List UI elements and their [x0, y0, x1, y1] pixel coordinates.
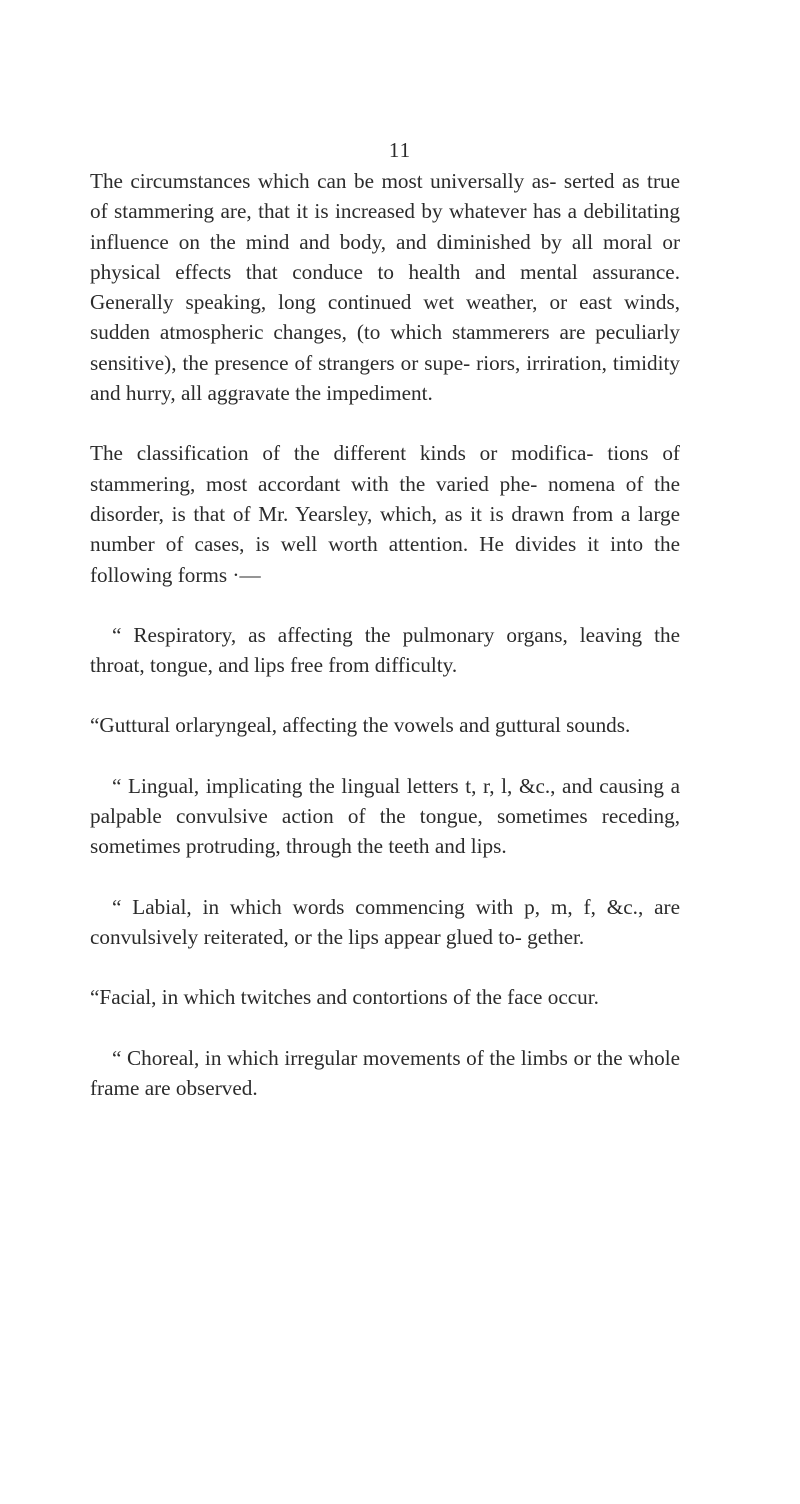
paragraph-respiratory: “ Respiratory, as affecting the pulmonary organs, leaving the throat, tongue, and lips free from difficulty. — [90, 622, 680, 678]
paragraph-lingual: “ Lingual, implicating the lingual letters t, r, l, &c., and causing a palpable convulsive action of the tongue, sometimes receding, sometimes protruding, through the teeth and lips. — [90, 773, 680, 859]
body-text — [90, 166, 680, 1103]
paragraph-classification: The classification of the different kinds or modifica- tions of stammering, most accordant with the varied phe- nomena of the disorder, is that of Mr. Yearsley, which, as it is drawn from a large number of cases, is well worth attention. He divides it into the following forms ·— — [90, 441, 680, 587]
paragraph-guttural: “Guttural orlaryngeal, affecting the vowels and guttural sounds. — [90, 713, 631, 738]
paragraph-choreal: “ Choreal, in which irregular movements of the limbs or the whole frame are observed. — [90, 1045, 680, 1100]
paragraph-labial: “ Labial, in which words commencing with p, m, f, &c., are convulsively reiterated, or the lips appear glued to- gether. — [90, 894, 680, 949]
paragraph-circumstances: The circumstances which can be most universally as- serted as true of stammering are, that it is increased by whatever has a debilitating influence on the mind and body, and diminished by all moral or physical effects that conduce to health and mental assurance. Generally speaking, long continued wet weather, or east winds, sudden atmospheric changes, (to which stammerers are peculiarly sensitive), the presence of strangers or supe- riors, irriration, timidity and hurry, all aggravate the impediment. — [90, 169, 680, 406]
page-number: 11 — [388, 138, 412, 162]
paragraph-facial: “Facial, in which twitches and contortions of the face occur. — [90, 985, 599, 1010]
